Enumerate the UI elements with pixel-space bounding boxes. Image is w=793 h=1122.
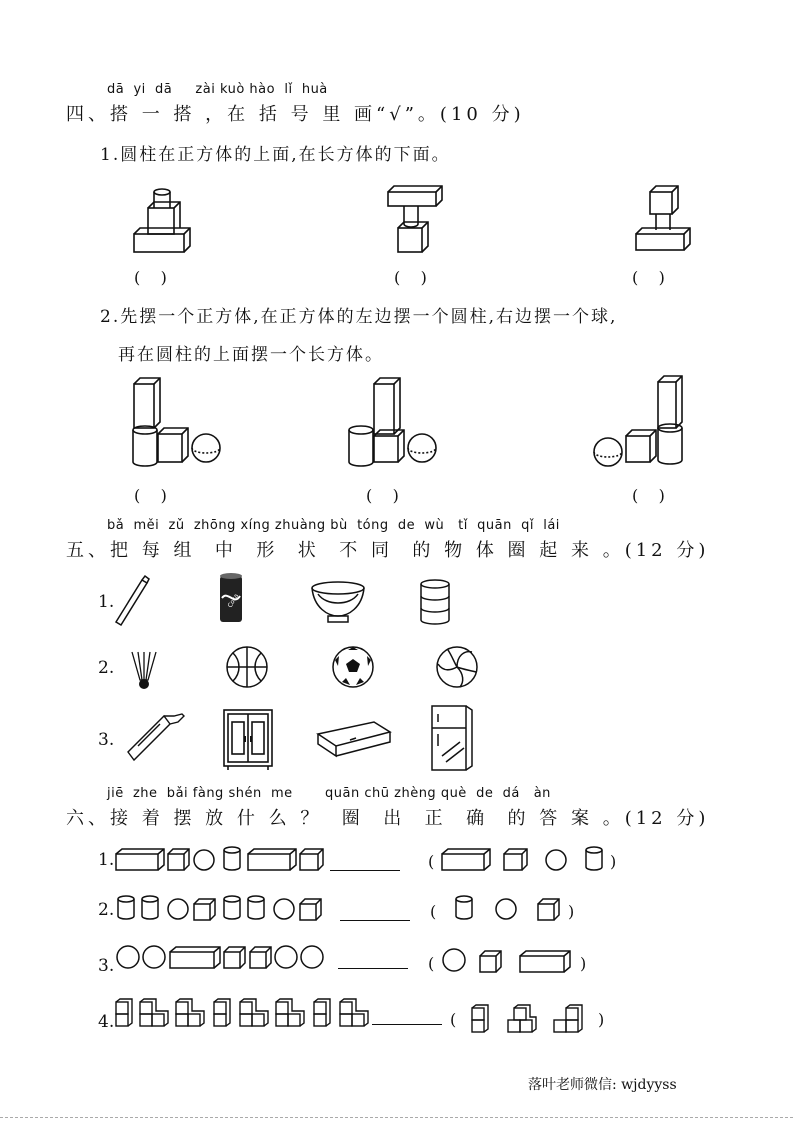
q2-figure-a xyxy=(130,376,226,470)
row3-sequence xyxy=(114,942,334,972)
q2-answer-c[interactable]: ( ) xyxy=(632,486,665,505)
section5-row2-label: 2. xyxy=(98,658,115,678)
q1-figure-c xyxy=(632,184,694,254)
bowl-icon[interactable] xyxy=(310,580,366,626)
row3-open-paren: ( xyxy=(428,954,435,973)
section6-row4-label: 4. xyxy=(98,1012,115,1032)
wardrobe-icon[interactable] xyxy=(222,708,274,770)
section6-title: 六、接 着 摆 放 什 么 ？ 圈 出 正 确 的 答 案 。(12 分) xyxy=(66,808,710,829)
q2-figure-c xyxy=(590,374,690,470)
barrel-icon[interactable] xyxy=(418,578,452,626)
q1-answer-a[interactable]: ( ) xyxy=(134,268,167,287)
row2-open-paren: ( xyxy=(430,902,437,921)
section5-row3-label: 3. xyxy=(98,730,115,750)
row3-close-paren: ) xyxy=(580,954,587,973)
q2-answer-b[interactable]: ( ) xyxy=(366,486,399,505)
row2-options xyxy=(446,894,566,922)
section4-q2-line2: 再在圆柱的上面摆一个长方体。 xyxy=(118,345,384,365)
section6-row2-label: 2. xyxy=(98,900,115,920)
row3-options xyxy=(440,944,580,974)
basketball-icon[interactable] xyxy=(224,644,270,690)
section4-q2-line1: 2.先摆一个正方体,在正方体的左边摆一个圆柱,右边摆一个球, xyxy=(100,307,618,327)
soccer-ball-icon[interactable] xyxy=(330,644,376,690)
volleyball-icon[interactable] xyxy=(434,644,480,690)
row3-answer-blank[interactable] xyxy=(338,968,408,969)
q2-figure-b xyxy=(346,376,442,470)
row4-options xyxy=(468,1002,598,1034)
row4-close-paren: ) xyxy=(598,1010,605,1029)
q1-answer-b[interactable]: ( ) xyxy=(394,268,427,287)
row1-close-paren: ) xyxy=(610,852,617,871)
footer-watermark: 落叶老师微信: wjdyyss xyxy=(528,1077,677,1093)
section4-q1-text: 1.圆柱在正方体的上面,在长方体的下面。 xyxy=(100,145,451,165)
soda-can-icon[interactable] xyxy=(218,572,244,626)
row2-sequence xyxy=(114,894,334,922)
svg-text:Coca: Coca xyxy=(226,592,241,610)
q1-figure-b xyxy=(386,184,446,254)
row1-answer-blank[interactable] xyxy=(330,870,400,871)
section4-title: 四、搭 一 搭 ，在 括 号 里 画“√”。(10 分) xyxy=(66,104,525,125)
toothpaste-icon[interactable] xyxy=(124,712,188,764)
section6-pinyin: jiē zhe bǎi fàng shén me quān chū zhèng què de dá àn xyxy=(107,786,551,801)
row1-options xyxy=(440,846,610,872)
row1-option-cuboid xyxy=(442,849,490,870)
refrigerator-icon[interactable] xyxy=(430,704,476,774)
row4-sequence xyxy=(114,998,374,1028)
pencil-icon[interactable] xyxy=(112,574,152,626)
q1-figure-a xyxy=(130,186,194,256)
section5-title: 五、把 每 组 中 形 状 不 同 的 物 体 圈 起 来 。(12 分) xyxy=(66,540,710,561)
section5-pinyin: bǎ měi zǔ zhōng xíng zhuàng bù tóng de wù tǐ quān qǐ lái xyxy=(107,518,560,533)
row1-sequence xyxy=(114,846,330,872)
section6-row1-label: 1. xyxy=(98,850,115,870)
row2-close-paren: ) xyxy=(568,902,575,921)
q1-answer-c[interactable]: ( ) xyxy=(632,268,665,287)
row4-open-paren: ( xyxy=(450,1010,457,1029)
shuttlecock-icon[interactable] xyxy=(130,650,158,690)
row2-answer-blank[interactable] xyxy=(340,920,410,921)
pencil-box-icon[interactable] xyxy=(314,716,394,758)
row1-open-paren: ( xyxy=(428,852,435,871)
section5-row1-label: 1. xyxy=(98,592,115,612)
section6-row3-label: 3. xyxy=(98,956,115,976)
row4-answer-blank[interactable] xyxy=(372,1024,442,1025)
section4-pinyin: dā yi dā zài kuò hào lǐ huà xyxy=(107,82,328,97)
q2-answer-a[interactable]: ( ) xyxy=(134,486,167,505)
page-divider xyxy=(0,1117,793,1118)
